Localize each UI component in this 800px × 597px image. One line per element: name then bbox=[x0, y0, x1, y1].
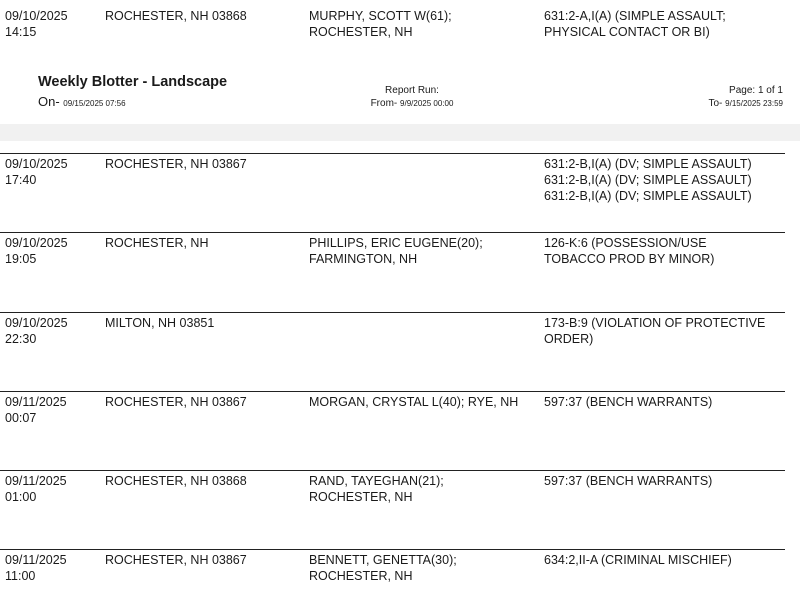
report-page bbox=[708, 84, 783, 110]
entry-datetime bbox=[5, 552, 67, 584]
person-line: MORGAN, CRYSTAL L(40); RYE, NH bbox=[309, 395, 519, 409]
entry-datetime bbox=[5, 156, 68, 188]
entry-offense bbox=[544, 156, 752, 204]
report-header bbox=[0, 66, 800, 116]
entry-divider bbox=[0, 549, 785, 550]
entry-divider bbox=[0, 153, 785, 154]
entry-date: 09/11/2025 bbox=[5, 553, 67, 567]
entry-time: 22:30 bbox=[5, 332, 37, 346]
person-line: FARMINGTON, NH bbox=[309, 252, 418, 266]
entry-person bbox=[309, 235, 483, 267]
entry-location: MILTON, NH 03851 bbox=[105, 316, 215, 330]
to-value: 9/15/2025 23:59 bbox=[725, 99, 783, 108]
entry-time: 14:15 bbox=[5, 25, 37, 39]
from-label: From- bbox=[370, 98, 398, 109]
entry-date: 09/10/2025 bbox=[5, 157, 68, 171]
offense-line: 631:2-B,I(A) (DV; SIMPLE ASSAULT) bbox=[544, 173, 752, 187]
entry-person bbox=[309, 473, 444, 505]
report-run bbox=[360, 84, 464, 110]
entry-datetime bbox=[5, 315, 68, 347]
entry-datetime bbox=[5, 8, 68, 40]
entry-time: 00:07 bbox=[5, 411, 37, 425]
offense-line: 631:2-B,I(A) (DV; SIMPLE ASSAULT) bbox=[544, 189, 752, 203]
entry-divider bbox=[0, 391, 785, 392]
entry-date: 09/10/2025 bbox=[5, 316, 68, 330]
offense-line: PHYSICAL CONTACT OR BI) bbox=[544, 25, 710, 39]
entry-time: 17:40 bbox=[5, 173, 37, 187]
page-number bbox=[708, 84, 783, 97]
person-line: ROCHESTER, NH bbox=[309, 25, 413, 39]
report-on bbox=[38, 94, 126, 109]
entry-divider bbox=[0, 232, 785, 233]
entry-location: ROCHESTER, NH 03867 bbox=[105, 157, 247, 171]
person-line: RAND, TAYEGHAN(21); bbox=[309, 474, 444, 488]
person-line: MURPHY, SCOTT W(61); bbox=[309, 9, 452, 23]
report-from bbox=[360, 97, 464, 110]
entry-divider bbox=[0, 312, 785, 313]
offense-line: 597:37 (BENCH WARRANTS) bbox=[544, 395, 713, 409]
entry-offense bbox=[544, 394, 712, 410]
entry-offense bbox=[544, 473, 712, 489]
entry-location: ROCHESTER, NH 03868 bbox=[105, 474, 247, 488]
to-label: To- bbox=[708, 98, 723, 109]
page-break-band bbox=[0, 124, 800, 141]
entry-date: 09/10/2025 bbox=[5, 236, 68, 250]
entry-location: ROCHESTER, NH 03868 bbox=[105, 9, 247, 23]
report-to bbox=[708, 97, 783, 110]
offense-line: 173-B:9 (VIOLATION OF PROTECTIVE bbox=[544, 316, 766, 330]
person-line: ROCHESTER, NH bbox=[309, 490, 413, 504]
on-label: On- bbox=[38, 94, 60, 109]
report-run-label: Report Run: bbox=[385, 85, 439, 96]
person-line: ROCHESTER, NH bbox=[309, 569, 413, 583]
from-value: 9/9/2025 00:00 bbox=[400, 99, 454, 108]
entry-date: 09/11/2025 bbox=[5, 474, 67, 488]
entry-datetime bbox=[5, 394, 67, 426]
report-title: Weekly Blotter - Landscape bbox=[38, 74, 228, 90]
entry-date: 09/10/2025 bbox=[5, 9, 68, 23]
on-value: 09/15/2025 07:56 bbox=[63, 99, 126, 108]
entry-offense bbox=[544, 552, 732, 568]
entry-time: 19:05 bbox=[5, 252, 37, 266]
entry-datetime bbox=[5, 235, 68, 267]
entry-offense bbox=[544, 235, 714, 267]
entry-offense bbox=[544, 315, 765, 347]
entry-location: ROCHESTER, NH 03867 bbox=[105, 553, 247, 567]
entry-person bbox=[309, 8, 452, 40]
entry-date: 09/11/2025 bbox=[5, 395, 67, 409]
entry-time: 01:00 bbox=[5, 490, 37, 504]
entry-location: ROCHESTER, NH bbox=[105, 236, 209, 250]
offense-line: 631:2-A,I(A) (SIMPLE ASSAULT; bbox=[544, 9, 726, 23]
page-value: 1 of 1 bbox=[757, 85, 783, 96]
offense-line: ORDER) bbox=[544, 332, 594, 346]
offense-line: 631:2-B,I(A) (DV; SIMPLE ASSAULT) bbox=[544, 157, 752, 171]
entry-time: 11:00 bbox=[5, 569, 36, 583]
offense-line: 597:37 (BENCH WARRANTS) bbox=[544, 474, 713, 488]
offense-line: 126-K:6 (POSSESSION/USE bbox=[544, 236, 707, 250]
entry-divider bbox=[0, 470, 785, 471]
offense-line: TOBACCO PROD BY MINOR) bbox=[544, 252, 715, 266]
offense-line: 634:2,II-A (CRIMINAL MISCHIEF) bbox=[544, 553, 732, 567]
entry-person bbox=[309, 552, 457, 584]
entry-location: ROCHESTER, NH 03867 bbox=[105, 395, 247, 409]
page-label: Page: bbox=[729, 85, 756, 96]
entry-person bbox=[309, 394, 518, 410]
person-line: PHILLIPS, ERIC EUGENE(20); bbox=[309, 236, 483, 250]
entry-datetime bbox=[5, 473, 67, 505]
entry-offense bbox=[544, 8, 726, 40]
person-line: BENNETT, GENETTA(30); bbox=[309, 553, 457, 567]
